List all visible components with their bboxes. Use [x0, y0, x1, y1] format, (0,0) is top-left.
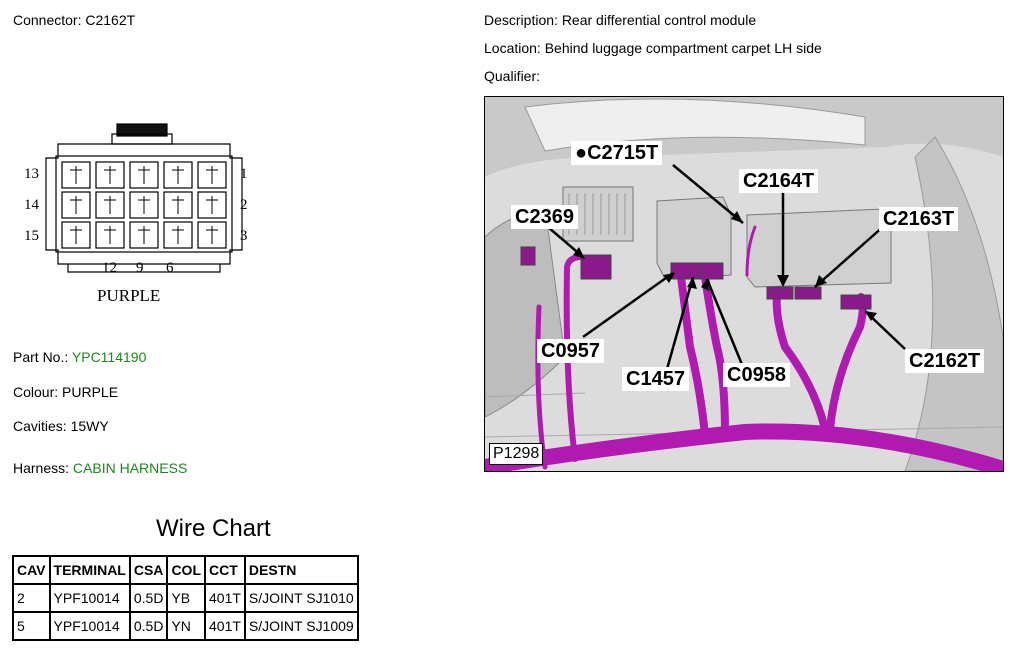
callout-c2164t: C2164T — [739, 169, 818, 193]
colour-field — [13, 384, 118, 400]
pin-number-3: 3 — [240, 228, 248, 244]
cell-destn: S/JOINT SJ1009 — [245, 612, 358, 640]
cell-terminal: YPF10014 — [50, 584, 130, 612]
cell-cav: 2 — [13, 584, 50, 612]
header-csa: CSA — [130, 556, 168, 584]
cavities-value: 15WY — [70, 418, 109, 434]
callout-c2163t: C2163T — [879, 207, 958, 231]
cell-destn: S/JOINT SJ1010 — [245, 584, 358, 612]
description-field — [484, 12, 756, 28]
cell-terminal: YPF10014 — [50, 612, 130, 640]
description-label: Description: — [484, 12, 558, 28]
callout-p1298: P1298 — [489, 443, 543, 465]
pin-number-14: 14 — [24, 197, 39, 213]
cell-cct: 401T — [205, 584, 245, 612]
header-terminal: TERMINAL — [50, 556, 130, 584]
wire-chart-header-row — [13, 556, 358, 584]
callout-c1457: C1457 — [622, 367, 689, 391]
table-row — [13, 612, 358, 640]
cell-cav: 5 — [13, 612, 50, 640]
cell-csa: 0.5D — [130, 612, 168, 640]
connector-value: C2162T — [85, 12, 136, 28]
cavities-field — [13, 418, 109, 434]
connector-label: Connector: — [13, 12, 82, 28]
location-illustration — [485, 97, 1003, 471]
wire-chart-title: Wire Chart — [156, 515, 271, 542]
connector-field — [13, 12, 135, 28]
part-no-link[interactable]: YPC114190 — [71, 349, 147, 365]
cell-col: YN — [167, 612, 205, 640]
location-field — [484, 40, 822, 56]
table-row — [13, 584, 358, 612]
part-no-label: Part No.: — [13, 349, 69, 365]
cell-csa: 0.5D — [130, 584, 168, 612]
callout-c2162t: C2162T — [905, 349, 984, 373]
qualifier-field — [484, 68, 540, 84]
cavities-label: Cavities: — [13, 418, 67, 434]
pin-number-1: 1 — [240, 166, 248, 182]
description-value: Rear differential control module — [561, 12, 757, 28]
location-label: Location: — [484, 40, 541, 56]
qualifier-label: Qualifier: — [484, 68, 541, 84]
location-photo — [484, 96, 1004, 472]
header-cct: CCT — [205, 556, 245, 584]
pin-number-9: 9 — [136, 260, 144, 276]
pin-number-12: 12 — [102, 260, 117, 276]
cell-cct: 401T — [205, 612, 245, 640]
harness-link[interactable]: CABIN HARNESS — [72, 460, 188, 476]
cell-col: YB — [167, 584, 205, 612]
colour-value: PURPLE — [62, 384, 119, 400]
colour-label: Colour: — [13, 384, 59, 400]
location-value: Behind luggage compartment carpet LH side — [544, 40, 822, 56]
header-destn: DESTN — [245, 556, 358, 584]
pin-number-15: 15 — [24, 228, 39, 244]
callout-c2715t: ●C2715T — [571, 141, 662, 165]
header-col: COL — [167, 556, 205, 584]
callout-c2369: C2369 — [511, 205, 578, 229]
connector-colour-caption: PURPLE — [97, 286, 161, 305]
harness-label: Harness: — [13, 460, 70, 476]
pin-number-13: 13 — [24, 166, 39, 182]
callout-c0958: C0958 — [723, 363, 790, 387]
harness-field — [13, 460, 187, 476]
pin-number-2: 2 — [240, 197, 248, 213]
wire-chart-table — [12, 555, 359, 641]
callout-c0957: C0957 — [537, 339, 604, 363]
header-cav: CAV — [13, 556, 50, 584]
pin-number-6: 6 — [166, 260, 174, 276]
part-no-field — [13, 349, 146, 365]
